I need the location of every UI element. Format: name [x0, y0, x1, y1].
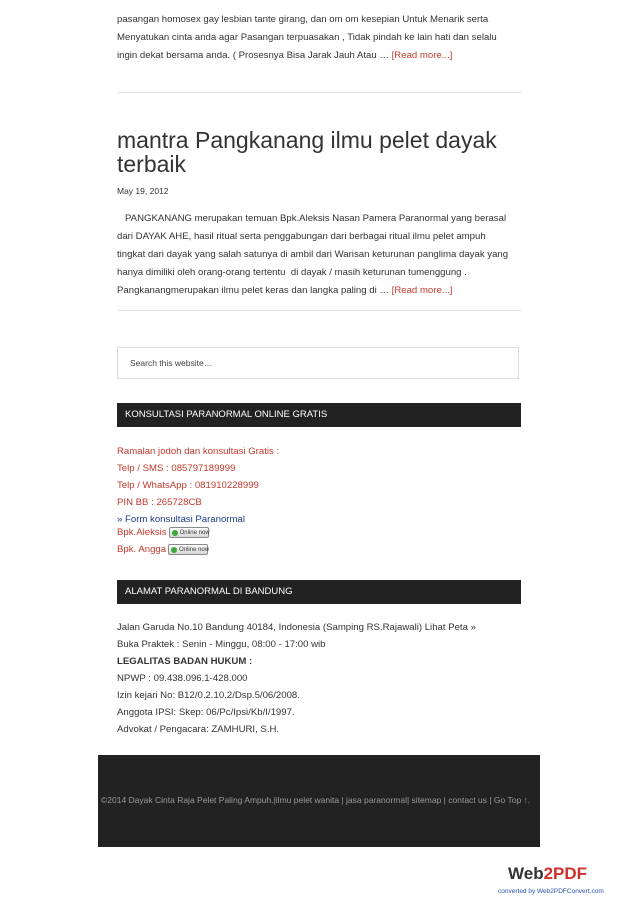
- logo-text: Web: [508, 864, 544, 883]
- widget-title: ALAMAT PARANORMAL DI BANDUNG: [117, 580, 521, 604]
- widget-title: KONSULTASI PARANORMAL ONLINE GRATIS: [117, 403, 521, 427]
- status-dot-icon: [171, 547, 177, 553]
- excerpt-line: hanya dimiliki oleh orang-orang tertentu di dayak / masih keturunan tumenggung .: [117, 267, 467, 278]
- consult-form-link[interactable]: » Form konsultasi Paranormal: [117, 514, 245, 525]
- contact-name: Bpk.Aleksis: [117, 527, 167, 538]
- online-status-badge: [168, 544, 208, 555]
- contact-name: Bpk. Angga: [117, 544, 167, 555]
- divider: [117, 310, 521, 311]
- read-more-link[interactable]: [Read more...]: [391, 285, 453, 296]
- search-input[interactable]: Search this website…: [117, 347, 519, 379]
- hours-line: Buka Praktek : Senin - Minggu, 08:00 - 17:00 wib: [117, 639, 326, 650]
- contact-aleksis[interactable]: [117, 526, 209, 540]
- legal-heading: LEGALITAS BADAN HUKUM :: [117, 656, 253, 667]
- post-title[interactable]: mantra Pangkanang ilmu pelet dayak terbaik: [117, 127, 497, 177]
- phone-whatsapp-link[interactable]: Telp / WhatsApp : 081910228999: [117, 480, 259, 491]
- post-excerpt: [117, 210, 522, 300]
- excerpt-line: PANGKANANG merupakan temuan Bpk.Aleksis Nasan Pamera Paranormal yang berasal: [117, 213, 507, 224]
- divider: [117, 92, 521, 93]
- status-dot-icon: [172, 530, 178, 536]
- post-excerpt: [117, 11, 522, 65]
- footer-links[interactable]: ©2014 Dayak Cinta Raja Pelet Paling Ampuh.|ilmu pelet wanita | jasa paranormal| sitemap | contact us | Go Top ↑.: [101, 795, 531, 805]
- phone-sms-link[interactable]: Telp / SMS : 085797189999: [117, 463, 236, 474]
- contact-angga[interactable]: [117, 543, 208, 557]
- legal-line: NPWP : 09.438.096.1-428.000: [117, 673, 248, 684]
- pin-bb-link[interactable]: PIN BB : 265728CB: [117, 497, 202, 508]
- excerpt-line: dari DAYAK AHE, hasil ritual serta penggabungan dari berbagai ritual ilmu pelet ampuh: [117, 231, 486, 242]
- logo-text: 2PDF: [543, 864, 588, 883]
- excerpt-line: pasangan homosex gay lesbian tante girang, dan om om kesepian Untuk Menarik serta: [117, 14, 489, 25]
- online-status-badge: [169, 527, 209, 538]
- legal-line: Izin kejari No: B12/0.2.10.2/Dsp.5/06/2008.: [117, 690, 300, 701]
- excerpt-line: Menyatukan cinta anda agar Pasangan terpuasakan , Tidak pindah ke lain hati dan selalu: [117, 32, 497, 43]
- legal-line: Anggota IPSI: Skep: 06/Pc/Ipsi/Kb/I/1997.: [117, 707, 295, 718]
- read-more-link[interactable]: [Read more...]: [391, 50, 453, 61]
- excerpt-line: Pangkanangmerupakan ilmu pelet keras dan langka paling di …: [117, 285, 392, 296]
- web2pdf-logo: [508, 864, 587, 884]
- excerpt-line: ingin dekat bersama anda. ( Prosesnya Bisa Jarak Jauh Atau …: [117, 50, 392, 61]
- address-line[interactable]: Jalan Garuda No.10 Bandung 40184, Indonesia (Samping RS.Rajawali) Lihat Peta »: [117, 622, 476, 633]
- legal-line: Advokat / Pengacara: ZAMHURI, S.H.: [117, 724, 280, 735]
- badge-label: Online now: [179, 529, 210, 536]
- post-date: May 19, 2012: [117, 186, 169, 196]
- excerpt-line: tingkat dari dayak yang salah satunya di ambil dari Warisan keturunan panglima dayak yang: [117, 249, 509, 260]
- badge-label: Online now: [179, 546, 210, 553]
- widget-line: Ramalan jodoh dan konsultasi Gratis :: [117, 446, 280, 457]
- converted-by-link[interactable]: converted by Web2PDFConvert.com: [498, 888, 604, 895]
